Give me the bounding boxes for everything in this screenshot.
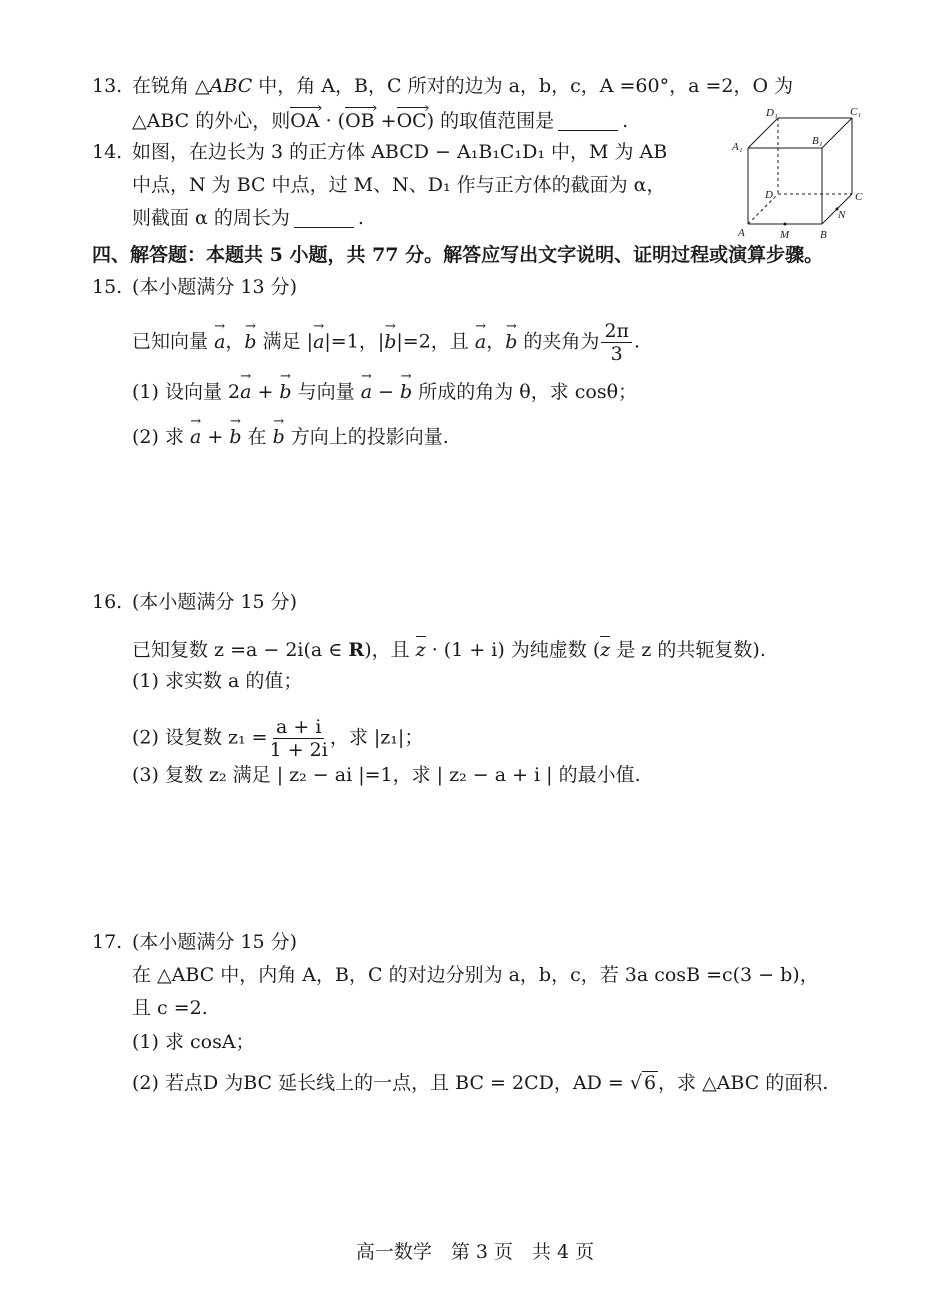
comma: ， [486, 330, 506, 353]
q15-p1-a: (1) 设向量 2 [132, 381, 241, 403]
vec-a: → a [361, 380, 372, 404]
sqrt-radicand: 6 [643, 1072, 657, 1094]
label-c: C [855, 191, 863, 203]
q17-p2-b: ，求 △ABC 的面积. [658, 1072, 829, 1094]
q16-intro-a: 已知复数 z =a − 2i(a ∈ [132, 639, 349, 661]
frac-numerator: 2π [601, 320, 632, 343]
q15-intro-b: 满足 | [262, 330, 314, 353]
label-d1: D₁ [766, 107, 778, 119]
vec-b: → b [244, 330, 256, 354]
frac-denominator: 3 [610, 343, 623, 365]
sqrt-symbol: √ [629, 1072, 642, 1094]
vec-a: → a [214, 330, 225, 354]
cube-figure [728, 106, 868, 240]
q13-text-2a: △ABC 的外心，则 [132, 110, 291, 132]
q17-p2-a: (2) 若点D 为BC 延长线上的一点，且 BC = 2CD，AD = [132, 1072, 630, 1094]
q15-intro-a: 已知向量 [132, 330, 209, 353]
label-d: D [765, 189, 773, 201]
q16-p3: (3) 复数 z₂ 满足 | z₂ − ai |=1，求 | z₂ − a + i | 的最小值. [132, 764, 641, 786]
q13-text-2b: ) 的取值范围是 [426, 110, 555, 132]
q14-text-3: 则截面 α 的周长为 [132, 207, 290, 229]
label-b1: B₁ [812, 135, 823, 147]
q13-number: 13. [92, 75, 123, 97]
q14-answer-blank[interactable] [294, 209, 354, 228]
vec-b: → b [384, 330, 396, 354]
q16-intro-d: 是 z 的共轭复数). [610, 639, 766, 661]
q17-text-1: 在 △ABC 中，内角 A，B，C 的对边分别为 a，b，c，若 3a cosB =c(3 − b)， [132, 964, 819, 986]
q15-p1-d: − [372, 381, 401, 403]
vec-b: → b [279, 380, 291, 404]
q15-p2-b: + [201, 426, 230, 448]
z-conjugate: z [600, 636, 610, 662]
frac-denominator: 1 + 2i [269, 739, 328, 761]
real-set-R: R [348, 639, 365, 661]
label-a: A [738, 227, 745, 239]
vec-b: → b [229, 425, 241, 449]
z-conjugate: z [416, 636, 426, 662]
q14-number: 14. [92, 141, 123, 163]
q15-p1-e: 所成的角为 θ，求 cosθ； [412, 381, 638, 403]
vec-b: → b [273, 425, 285, 449]
label-m: M [780, 229, 790, 240]
q16-intro-c: · (1 + i) 为纯虚数 ( [425, 639, 601, 661]
label-b: B [820, 229, 827, 240]
vec-a: → a [190, 425, 201, 449]
q16-number: 16. [92, 591, 123, 613]
q16-p2-b: ，求 |z₁|； [329, 726, 424, 749]
q16-score: (本小题满分 15 分) [132, 591, 298, 613]
q14-text-2: 中点，N 为 BC 中点，过 M、N、D₁ 作与正方体的截面为 α， [132, 174, 666, 196]
label-c1: C₁ [850, 106, 862, 118]
q13-answer-blank[interactable] [558, 112, 618, 131]
q17-number: 17. [92, 931, 123, 953]
q15-number: 15. [92, 276, 123, 298]
q15-intro-e: 的夹角为 [523, 330, 600, 353]
label-a1: A₁ [732, 141, 743, 153]
point-m [784, 223, 787, 226]
vec-a: → a [313, 330, 324, 354]
q14-text-1: 如图，在边长为 3 的正方体 ABCD − A₁B₁C₁D₁ 中，M 为 AB [132, 141, 668, 163]
fraction-2pi-3 [601, 320, 632, 365]
q13-plus: + [374, 110, 397, 132]
q15-p2-c: 在 [241, 426, 273, 448]
frac-numerator: a + i [273, 716, 324, 739]
q14-end: . [357, 207, 364, 229]
q13-end: . [622, 110, 629, 132]
q17-text-2: 且 c =2. [132, 997, 208, 1019]
sqrt-6 [630, 1071, 658, 1095]
vec-a: → a [475, 330, 486, 354]
vec-a: → a [240, 380, 251, 404]
fraction-z1 [270, 716, 328, 761]
comma: ， [225, 330, 245, 353]
page-footer: 高一数学 第 3 页 共 4 页 [355, 1241, 595, 1263]
vec-b: → b [400, 380, 412, 404]
q16-p2-a: (2) 设复数 z₁ = [132, 726, 268, 749]
vec-b: → b [505, 330, 517, 354]
q15-intro-c: |=1，| [324, 330, 385, 353]
q17-score: (本小题满分 15 分) [132, 931, 298, 953]
label-n: N [838, 209, 846, 221]
q16-intro-b: )，且 [364, 639, 416, 661]
section-4-text: 四、解答题：本题共 5 小题，共 77 分。解答应写出文字说明、证明过程或演算步骤。 [92, 244, 824, 266]
q17-p1: (1) 求 cosA； [132, 1031, 255, 1053]
edge-b1c1 [822, 118, 852, 148]
q13-text-c: 中，角 A，B，C 所对的边为 a，b，c，A =60°，a =2，O 为 [252, 75, 794, 97]
vector-oc: OC › [397, 107, 427, 133]
vector-oa: OA › [290, 107, 319, 133]
q15-p2-d: 方向上的投影向量. [284, 426, 449, 448]
q13-dot: · ( [319, 110, 346, 132]
point-n [836, 208, 839, 211]
q16-p1: (1) 求实数 a 的值； [132, 670, 303, 692]
edge-ad [748, 194, 778, 224]
q15-score: (本小题满分 13 分) [132, 276, 298, 298]
q15-p1-b: + [251, 381, 280, 403]
edge-a1d1 [748, 118, 778, 148]
q15-p1-c: 与向量 [291, 381, 361, 403]
q13-abc: ABC [209, 75, 253, 97]
q13-text-a: 在锐角 △ [132, 75, 210, 97]
q15-intro-d: |=2，且 [396, 330, 469, 353]
vector-ob: OB › [345, 107, 375, 133]
q15-p2-a: (2) 求 [132, 426, 190, 448]
